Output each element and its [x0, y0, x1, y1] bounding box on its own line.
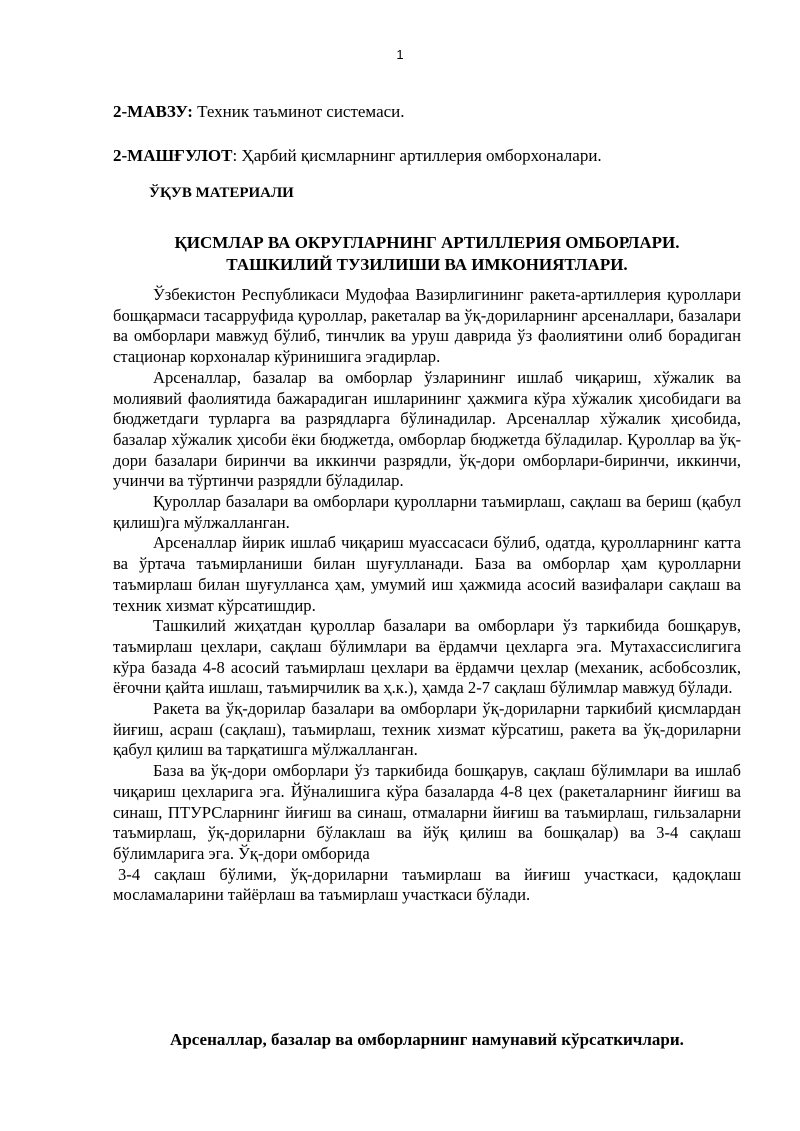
- lesson-text: : Ҳарбий қисмларнинг артиллерия омборхоналари.: [232, 146, 602, 165]
- title-line-1: ҚИСМЛАР ВА ОКРУГЛАРНИНГ АРТИЛЛЕРИЯ ОМБОРЛАРИ.: [174, 233, 680, 252]
- topic-text: Техник таъминот системаси.: [192, 102, 405, 121]
- lesson-label: 2-МАШҒУЛОТ: [113, 146, 233, 165]
- paragraph: Арсеналлар йирик ишлаб чиқариш муассасаси бўлиб, одатда, қуролларнинг катта ва ўртача таъмирланиши билан шуғулланади. База ва омборлар ҳам қуролларни таъмирлаш билан шуғулланса ҳам, умумий иш ҳажмида асосий вазифалари сақлаш ва техник хизмат кўрсатишдир.: [113, 533, 741, 615]
- topic-line: [113, 102, 405, 122]
- body-text: [113, 285, 741, 906]
- paragraph: 3-4 сақлаш бўлими, ўқ-дориларни таъмирлаш ва йиғиш участкаси, қадоқлаш мосламаларини тайёрлаш ва таъмирлаш участкаси бўлади.: [113, 864, 741, 905]
- topic-label: 2-МАВЗУ:: [113, 102, 193, 121]
- title-line-2: ТАШКИЛИЙ ТУЗИЛИШИ ВА ИМКОНИЯТЛАРИ.: [226, 255, 628, 274]
- paragraph: Қуроллар базалари ва омборлари қуролларни таъмирлаш, сақлаш ва бериш (қабул қилиш)га мўлжалланган.: [113, 492, 741, 532]
- lesson-line: [113, 146, 602, 166]
- page-number: 1: [396, 47, 404, 62]
- material-heading: ЎҚУВ МАТЕРИАЛИ: [149, 185, 294, 201]
- paragraph: Ташкилий жиҳатдан қуроллар базалари ва омборлари ўз таркибида бошқарув, таъмирлаш цехлари, сақлаш бўлимлари ва ёрдамчи цехларга эга. Мутахассислигига кўра базада 4-8 асосий таъмирлаш цехлари ва ёрдамчи цехлар (механик, асбобсозлик, ёғочни қайта ишлаш, таъмирчилик ва ҳ.к.), ҳамда 2-7 сақлаш бўлимлар мавжуд бўлади.: [113, 616, 741, 698]
- paragraph: Арсеналлар, базалар ва омборлар ўзларининг ишлаб чиқариш, хўжалик ва молиявий фаолиятида бажарадиган ишларининг ҳажмига кўра хўжалик ҳисобидаги ва бюджетдаги турларга ва разрядларга бўлинадилар. Арсеналлар хўжалик ҳисобида, базалар хўжалик ҳисоби ёки бюджетда, омборлар бюджетда бўладилар. Қуроллар ва ўқ-дори базалари биринчи ва иккинчи разрядли, ўқ-дори омборлари-биринчи, иккинчи, учинчи ва тўртинчи разрядли бўладилар.: [113, 367, 741, 491]
- paragraph: Ўзбекистон Республикаси Мудофаа Вазирлигининг ракета-артиллерия қуроллари бошқармаси тасарруфида қуроллар, ракеталар ва ўқ-дориларнинг арсеналлари, базалари ва омборлари мавжуд бўлиб, тинчлик ва уруш даврида ўз фаолиятини олиб борадиган стационар корхоналар кўринишига эгадирлар.: [113, 285, 741, 367]
- paragraph: Ракета ва ўқ-дорилар базалари ва омборлари ўқ-дориларни таркибий қисмлардан йиғиш, асраш (сақлаш), таъмирлаш, техник хизмат кўрсатиш, ракета ва ўқ-дориларни қабул қилиш ва тарқатишга мўлжалланган.: [113, 699, 741, 760]
- summary-heading: Арсеналлар, базалар ва омборларнинг намунавий кўрсаткичлари.: [170, 1030, 684, 1049]
- paragraph: База ва ўқ-дори омборлари ўз таркибида бошқарув, сақлаш бўлимлари ва ишлаб чиқариш цехларига эга. Йўналишига кўра базаларда 4-8 цех (ракеталарнинг йиғиш ва синаш, ПТУРСларнинг йиғиш ва синаш, отмаларни йиғиш ва таъмирлаш, гильзаларни таъмирлаш, ўқ-дориларни бўлаклаш ва йўқ қилиш ва бошқалар) ва 3-4 сақлаш бўлимларига эга. Ўқ-дори омборида: [113, 761, 741, 863]
